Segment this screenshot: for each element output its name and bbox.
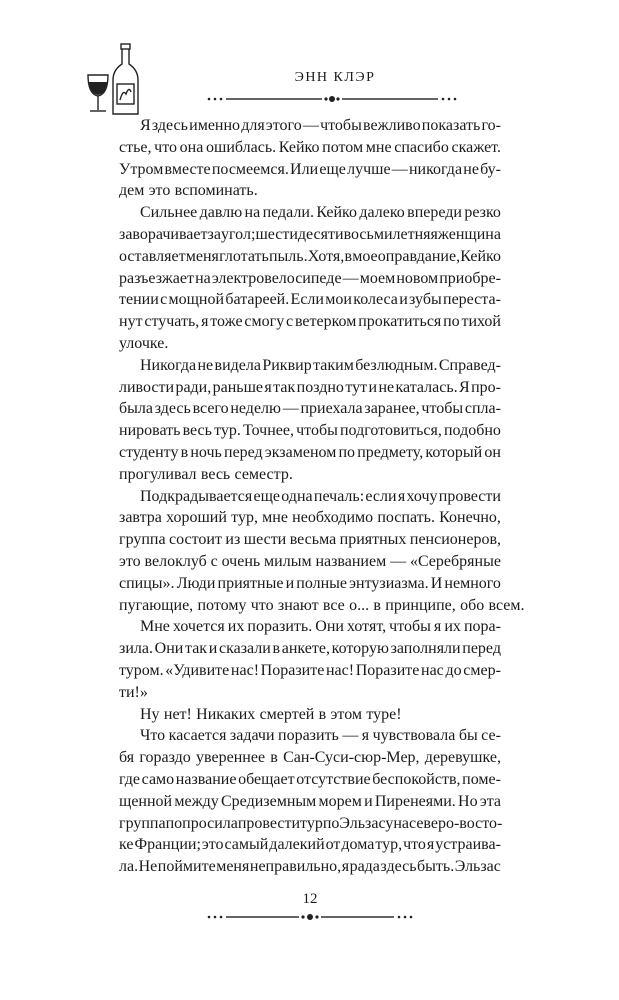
text-line: стье, что она ошиблась. Кейко потом мне спасибо скажет. (119, 138, 501, 156)
text-line: пугающие, потому что знают все о... в принципе, обо всем. (119, 596, 525, 614)
text-line: студенту в ночь перед экзаменом по предмету, который он (119, 443, 501, 461)
text-line: это велоклуб с очень милым названием — «Серебряные (119, 552, 501, 570)
text-line: была здесь всего неделю — приехала заранее, чтобы спла- (119, 400, 501, 418)
text-line: где само название обещает отсутствие беспокойств, поме- (119, 770, 501, 788)
text-line: нировать весь тур. Точнее, чтобы подготовиться, подобно (119, 422, 501, 440)
text-line: завтра хороший тур, мне необходимо поспать. Конечно, (119, 509, 501, 527)
text-line: дем это вспоминать. (119, 182, 258, 200)
wine-bottle-and-glass-icon (85, 42, 165, 117)
text-line: разъезжает на электровелосипеде — моем новом приобре- (119, 269, 501, 287)
text-line: ке Франции; это самый далекий от дома тур, что я устраива- (119, 836, 501, 854)
text-line: Никогда не видела Риквир таким безлюдным. Справед- (140, 356, 501, 374)
bottom-ornament-divider (205, 908, 415, 920)
text-line: бя гораздо увереннее в Сан-Суси-сюр-Мер, деревушке, (119, 749, 501, 767)
text-line: нут стучать, я тоже смогу с ветерком прокатиться по тихой (119, 313, 501, 331)
text-line: Сильнее давлю на педали. Кейко далеко впереди резко (140, 204, 501, 222)
text-line: группа состоит из шести весьма приятных пенсионеров, (119, 531, 501, 549)
text-line: тении с мощной батареей. Если мои колеса и зубы переста- (119, 291, 501, 309)
text-line: оставляет меня глотать пыль. Хотя, в мое оправдание, Кейко (119, 247, 501, 265)
text-line: щенной между Средиземным морем и Пиренеями. Но эта (119, 792, 501, 810)
text-line: группа попросила провести тур по Эльзасу на северо-восто- (119, 814, 503, 832)
text-line: Что касается задачи поразить — я чувствовала бы се- (140, 727, 501, 745)
text-line: заворачивает за угол; шестидесятивосьмилетняя женщина (119, 225, 501, 243)
text-line: спицы». Люди приятные и полные энтузиазма. И немного (119, 574, 501, 592)
text-line: Мне хочется их поразить. Они хотят, чтобы я их пора- (140, 618, 501, 636)
body-text (119, 115, 525, 878)
text-line: улочке. (119, 334, 169, 352)
top-ornament-divider (205, 90, 460, 102)
text-line: Утром вместе посмеемся. Или еще лучше — никогда не бу- (119, 160, 501, 178)
text-line: прогуливал весь семестр. (119, 465, 293, 483)
text-line: ливости ради, раньше я так поздно тут и не каталась. Я про- (119, 378, 501, 396)
page-number: 12 (302, 891, 318, 907)
text-line: ти!» (119, 683, 148, 701)
text-line: зила. Они так и сказали в анкете, которую заполняли перед (119, 640, 501, 658)
text-line: Ну нет! Никаких смертей в этом туре! (140, 705, 402, 723)
text-line: Подкрадывается еще одна печаль: если я хочу провести (140, 487, 501, 505)
text-line: туром. «Удивите нас! Поразите нас! Поразите нас до смер- (119, 661, 501, 679)
text-line: Я здесь именно для этого — чтобы вежливо показать го- (140, 117, 501, 134)
text-line: ла. Не поймите меня неправильно, я рада здесь быть. Эльзас (119, 858, 501, 876)
running-head: ЭНН КЛЭР (294, 70, 376, 85)
